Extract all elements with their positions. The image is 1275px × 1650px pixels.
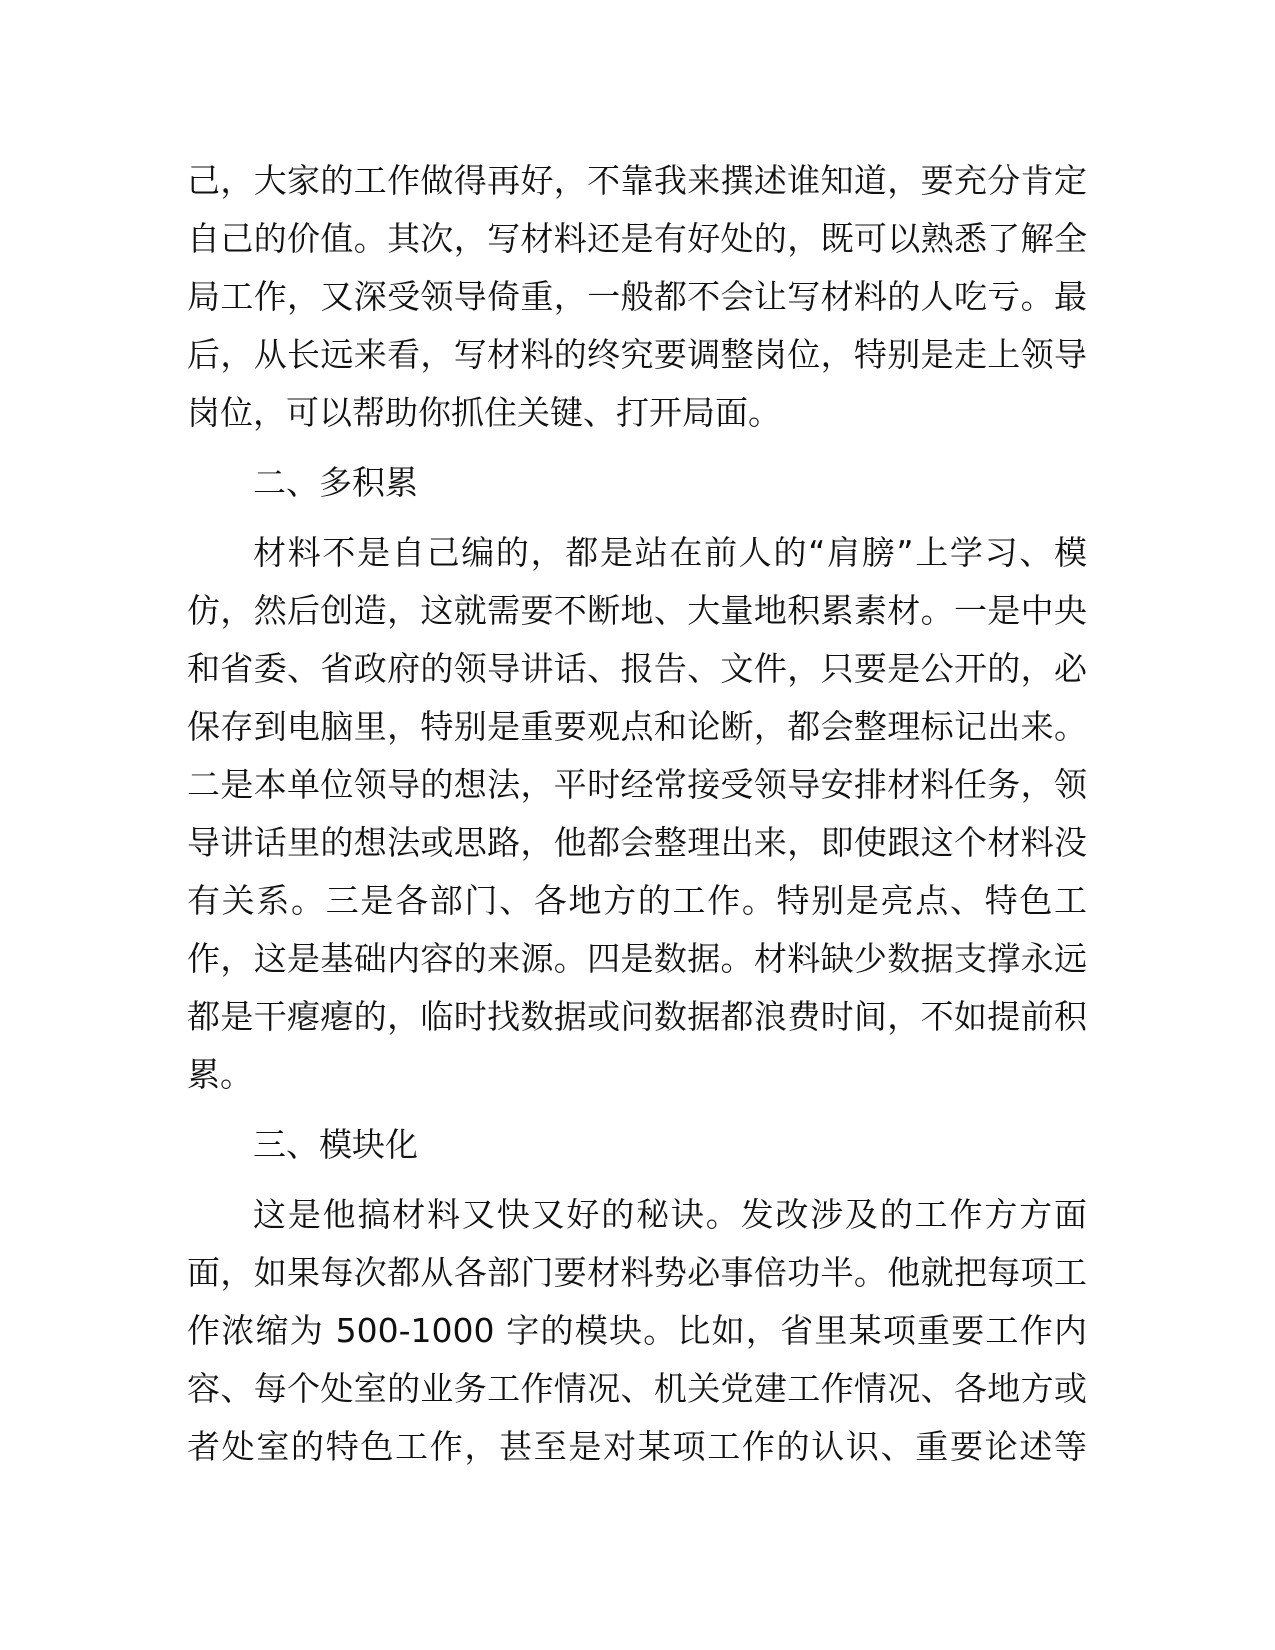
text-line: 导讲话里的想法或思路，他都会整理出来，即使跟这个材料没 bbox=[187, 823, 1087, 862]
text-line: 累。 bbox=[187, 1055, 253, 1094]
text-line: 作浓缩为 500-1000 字的模块。比如，省里某项重要工作内 bbox=[187, 1311, 1087, 1350]
text-line: 局工作，又深受领导倚重，一般都不会让写材料的人吃亏。最 bbox=[187, 277, 1087, 316]
text-line: 容、每个处室的业务工作情况、机关党建工作情况、各地方或 bbox=[187, 1369, 1087, 1408]
text-line: 己，大家的工作做得再好，不靠我来撰述谁知道，要充分肯定 bbox=[187, 161, 1087, 200]
text-line: 仿，然后创造，这就需要不断地、大量地积累素材。一是中央 bbox=[187, 591, 1087, 630]
text-line: 和省委、省政府的领导讲话、报告、文件，只要是公开的，必 bbox=[187, 649, 1087, 688]
text-line: 二是本单位领导的想法，平时经常接受领导安排材料任务，领 bbox=[187, 765, 1087, 804]
section-heading-accumulate bbox=[187, 454, 1087, 512]
heading-text: 三、模块化 bbox=[253, 1125, 418, 1164]
paragraph-continued bbox=[187, 152, 1087, 442]
text-line: 都是干瘪瘪的，临时找数据或问数据都浪费时间，不如提前积 bbox=[187, 997, 1087, 1036]
document-page bbox=[187, 152, 1087, 1488]
text-line: 作，这是基础内容的来源。四是数据。材料缺少数据支撑永远 bbox=[187, 939, 1087, 978]
text-line: 者处室的特色工作，甚至是对某项工作的认识、重要论述等 bbox=[187, 1427, 1087, 1466]
text-line: 有关系。三是各部门、各地方的工作。特别是亮点、特色工 bbox=[187, 881, 1087, 920]
paragraph-accumulate bbox=[187, 524, 1087, 1104]
text-line: 面，如果每次都从各部门要材料势必事倍功半。他就把每项工 bbox=[187, 1253, 1087, 1292]
text-line: 后，从长远来看，写材料的终究要调整岗位，特别是走上领导 bbox=[187, 335, 1087, 374]
text-line: 自己的价值。其次，写材料还是有好处的，既可以熟悉了解全 bbox=[187, 219, 1087, 258]
text-line: 保存到电脑里，特别是重要观点和论断，都会整理标记出来。 bbox=[187, 707, 1087, 746]
text-line: 材料不是自己编的，都是站在前人的“肩膀”上学习、模 bbox=[253, 533, 1087, 572]
text-line: 岗位，可以帮助你抓住关键、打开局面。 bbox=[187, 393, 781, 432]
text-line: 这是他搞材料又快又好的秘诀。发改涉及的工作方方面 bbox=[253, 1195, 1087, 1234]
section-heading-module bbox=[187, 1116, 1087, 1174]
heading-text: 二、多积累 bbox=[253, 463, 418, 502]
paragraph-module bbox=[187, 1186, 1087, 1476]
